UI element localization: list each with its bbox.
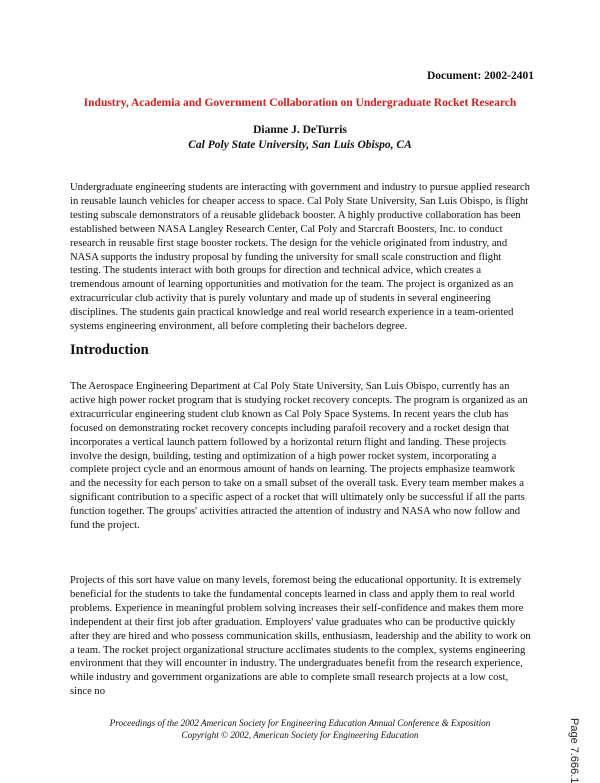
section-heading-introduction: Introduction: [70, 342, 149, 358]
footer-copyright: Copyright © 2002, American Society for Engineering Education: [181, 730, 419, 740]
author-affiliation: Cal Poly State University, San Luis Obispo, CA: [188, 139, 412, 151]
intro-paragraph-1: The Aerospace Engineering Department at Cal Poly State University, San Luis Obispo, currently has an active high power rocket program that is studying rocket recovery concepts. The program is organized as an extracurricular engineering student club known as Cal Poly Space Systems. In recent years the club has focused on demonstrating rocket recovery concepts including parafoil recovery and a rocket design that incorporates a vertical launch pattern followed by a horizontal return flight and landing. These projects involve the design, building, testing and optimization of a high power rocket system, incorporating a complete project cycle and an enormous amount of hands on learning. The projects emphasize teamwork and the necessity for each person to take on a small subset of the overall task. Every team member makes a significant contribution to a specific aspect of a rocket that will ultimately only be successful if all the parts function together. The groups' activities attracted the attention of industry and NASA who now follow and fund the project.: [70, 381, 528, 532]
page-number-mark: Page 7.666.1: [568, 718, 580, 783]
footer-proceedings: Proceedings of the 2002 American Society for Engineering Education Annual Conference & Exposition: [109, 718, 491, 728]
document-number: Document: 2002-2401: [427, 70, 534, 82]
author-name: Dianne J. DeTurris: [253, 124, 347, 136]
paper-title: Industry, Academia and Government Collaboration on Undergraduate Rocket Research: [83, 97, 517, 109]
abstract-paragraph: Undergraduate engineering students are interacting with government and industry to pursue applied research in reusable launch vehicles for cheaper access to space. Cal Poly State University, San Luis Obispo, is flight testing subscale demonstrators of a reusable glideback booster. A highly productive collaboration has been established between NASA Langley Research Center, Cal Poly and Starcraft Boosters, Inc. to conduct research in reusable first stage booster rockets. The design for the vehicle originated from industry, and NASA supports the industry proposal by funding the university for small scale construction and flight testing. The students interact with both groups for direction and technical advice, which creates a tremendous amount of learning opportunities and motivation for the team. The project is organized as an extracurricular club activity that is purely voluntary and made up of students in several engineering disciplines. The students gain practical knowledge and real world research experience in a team-oriented systems engineering environment, all before completing their bachelors degree.: [70, 182, 530, 333]
intro-paragraph-2: Projects of this sort have value on many levels, foremost being the educational opportunity. It is extremely beneficial for the students to take the fundamental concepts learned in class and apply them to real world problems. Experience in meaningful problem solving increases their self-confidence and makes them more independent at their first job after graduation. Employers' value graduates who can be productive quickly after they are hired and who possess communication skills, enthusiasm, leadership and the ability to work on a team. The rocket project organizational structure acclimates students to the complex, systems engineering environment that they will encounter in industry. The undergraduates benefit from the research experience, while industry and government organizations are able to complete small research projects at a low cost, since no: [70, 575, 531, 698]
page-footer: [60, 717, 540, 741]
